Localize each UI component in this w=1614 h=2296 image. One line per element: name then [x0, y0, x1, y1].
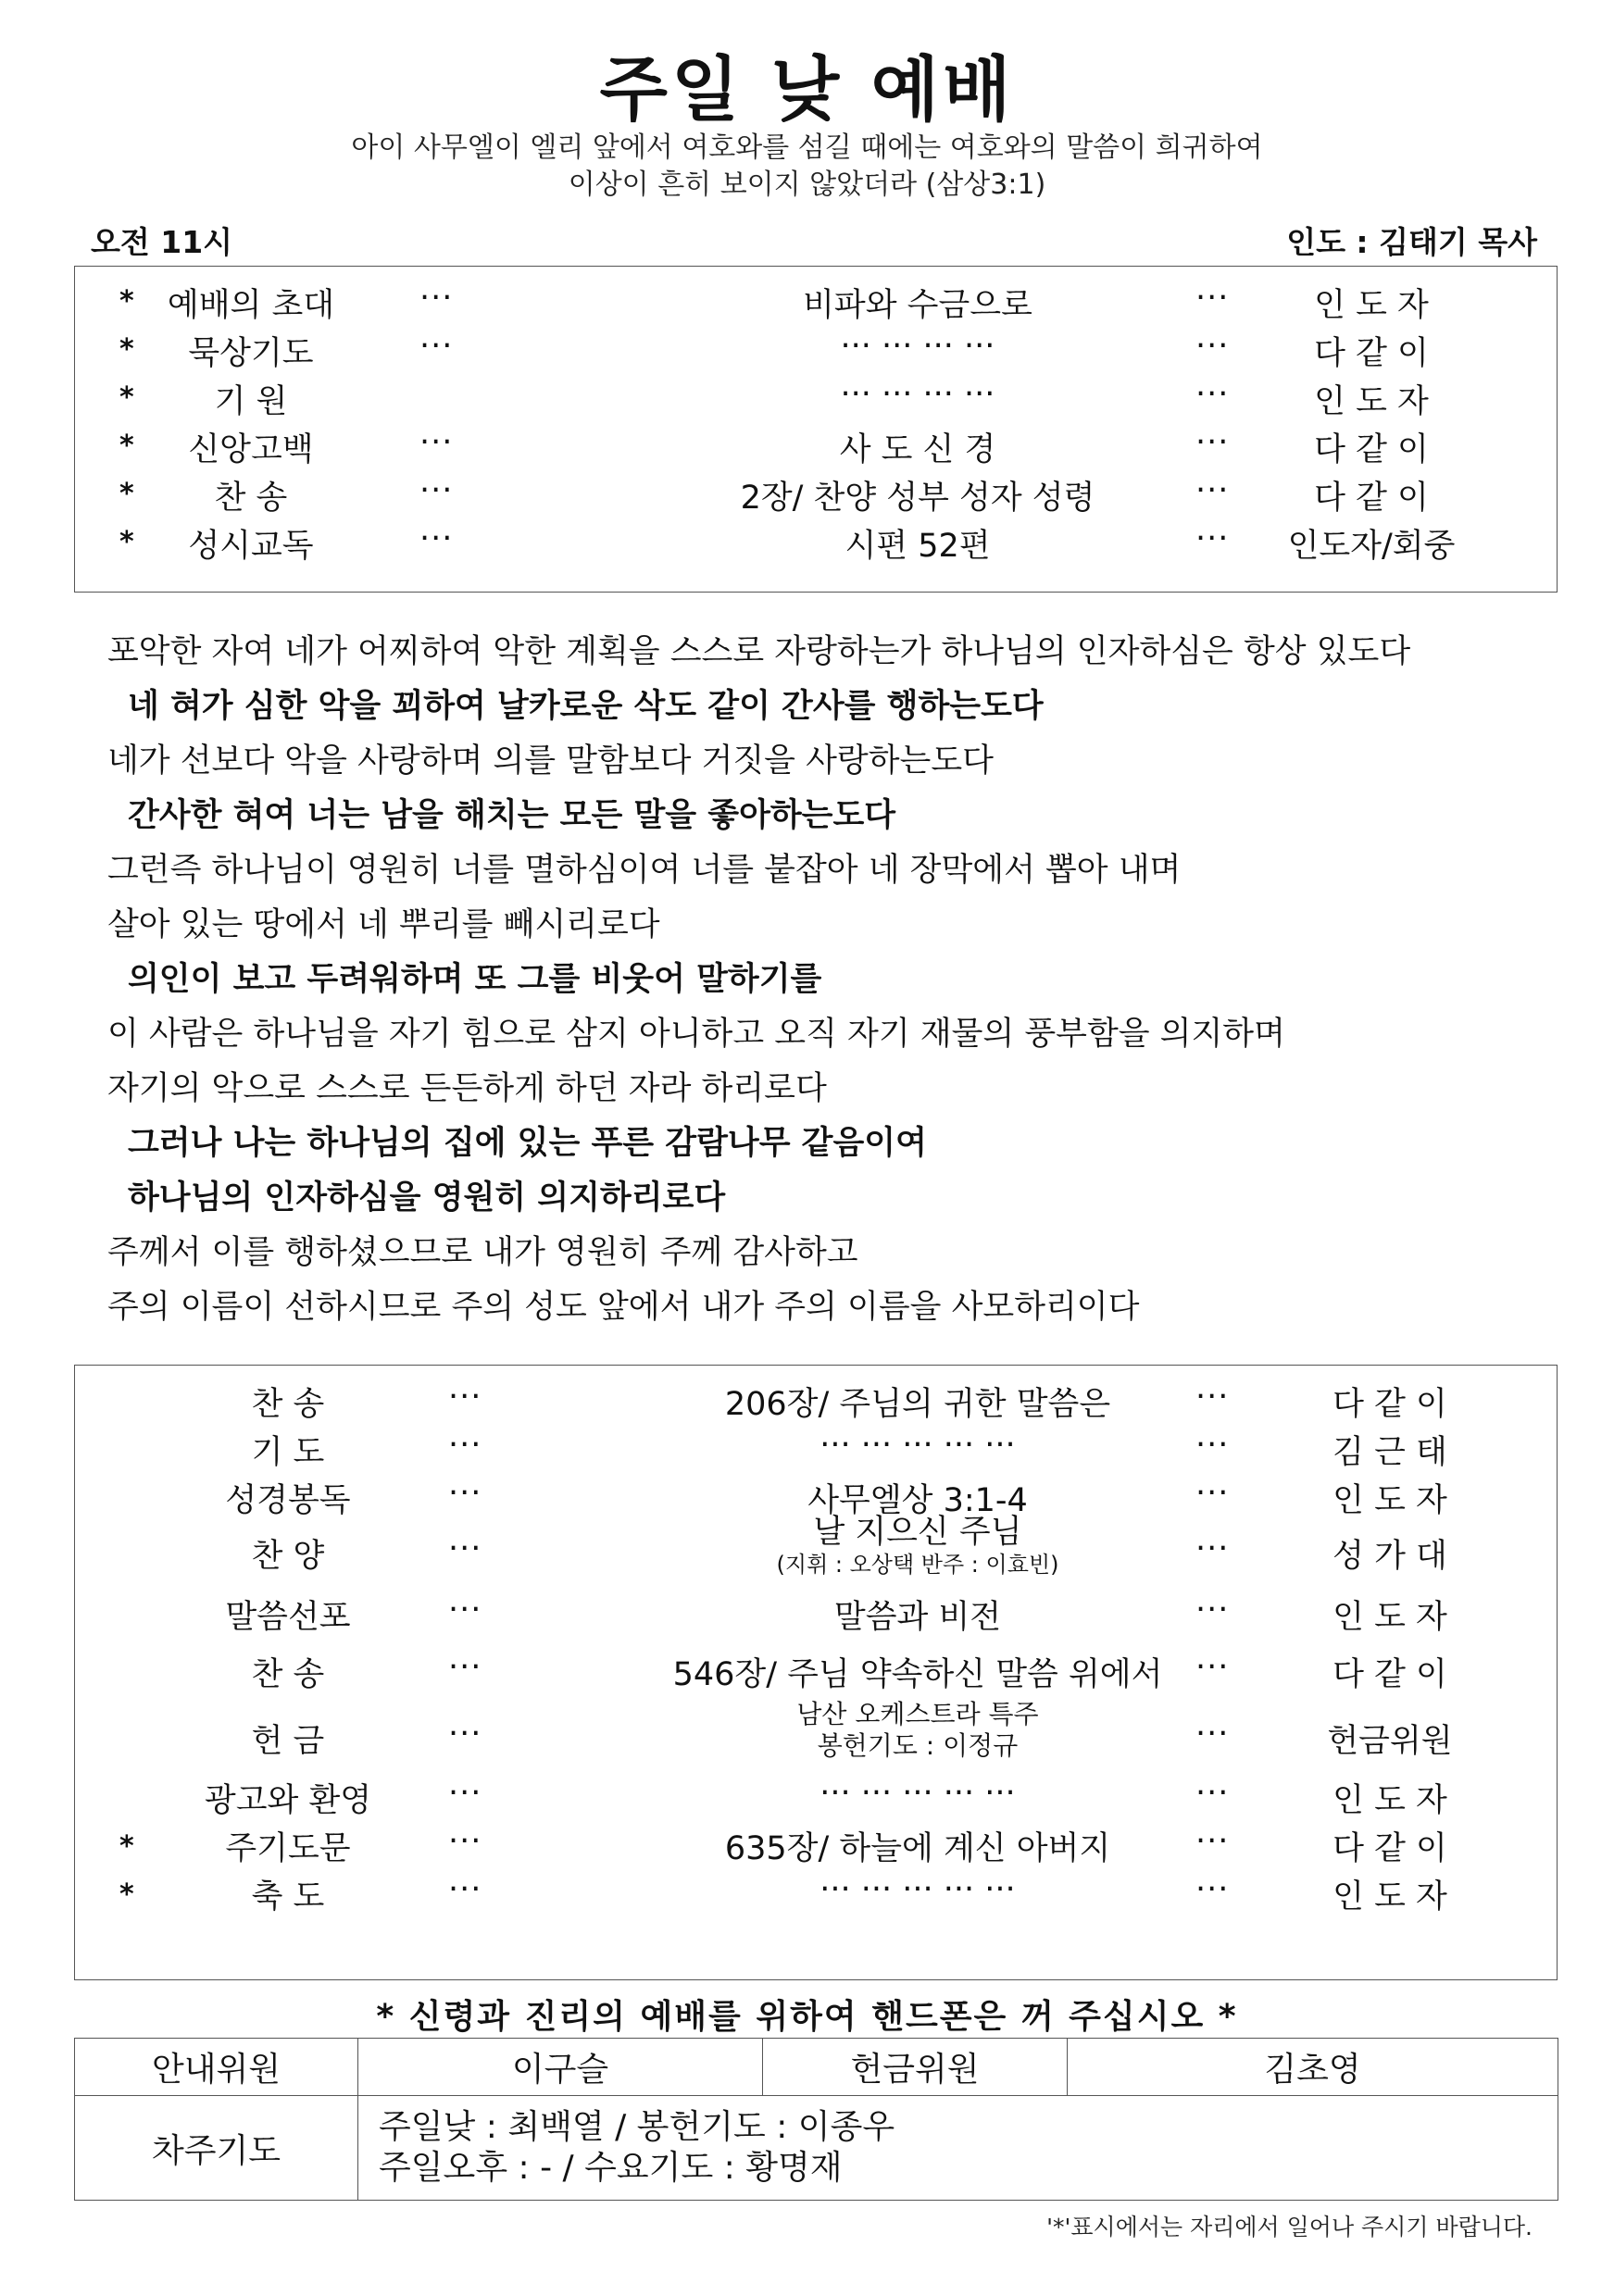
- order-item-content: 206장/ 주님의 귀한 말씀은: [724, 1386, 1111, 1423]
- order-dots: ···: [1195, 1379, 1230, 1416]
- order-row: [75, 1871, 1557, 1915]
- reading-line: 네 혀가 심한 악을 꾀하여 날카로운 삭도 같이 간사를 행하는도다: [128, 688, 1044, 725]
- order-dots: ···: [1195, 280, 1230, 317]
- standing-star: *: [119, 430, 134, 462]
- order-item-person: 김 근 태: [1332, 1434, 1447, 1471]
- order-item-content: 날 지으신 주님: [813, 1514, 1022, 1551]
- standing-star: *: [119, 333, 134, 366]
- order-item-name: 기 원: [214, 383, 288, 420]
- order-dots: ···: [1195, 1823, 1230, 1860]
- reading-line: 의인이 보고 두려워하며 또 그를 비웃어 말하기를: [128, 961, 822, 998]
- order-dots: ···: [1195, 1530, 1230, 1567]
- order-dots: ···: [1195, 1871, 1230, 1908]
- order-item-subtext: (지휘 : 오상택 반주 : 이효빈): [776, 1552, 1059, 1578]
- standing-note: '*'표시에서는 자리에서 일어나 주시기 바랍니다.: [1046, 2214, 1533, 2240]
- order-dots: ···: [448, 1775, 482, 1812]
- order-item-person: 헌금위원: [1327, 1723, 1453, 1760]
- reading-line: 하나님의 인자하심을 영원히 의지하리로다: [128, 1179, 726, 1217]
- standing-star: *: [119, 1878, 134, 1911]
- order-item-name: 묵상기도: [188, 335, 314, 372]
- page-title: 주일 낮 예배: [599, 48, 1015, 131]
- order-dots: ···: [448, 1530, 482, 1567]
- order-row: [75, 280, 1557, 324]
- order-item-name: 신앙고백: [188, 431, 314, 468]
- order-dots: ···: [1195, 1716, 1230, 1753]
- order-row: [75, 1514, 1557, 1582]
- order-dots: ···: [448, 1591, 482, 1628]
- verse-line-1: 아이 사무엘이 엘리 앞에서 여호와를 섬길 때에는 여호와의 말씀이 희귀하여: [351, 131, 1263, 164]
- order-dots: ···: [1195, 424, 1230, 461]
- order-dots: ···: [1195, 328, 1230, 365]
- order-item-name: 주기도문: [225, 1830, 351, 1867]
- order-dots: ···: [419, 472, 454, 509]
- service-leader: 인도 : 김태기 목사: [1286, 224, 1537, 260]
- reading-line: 주의 이름이 선하시므로 주의 성도 앞에서 내가 주의 이름을 사모하리이다: [107, 1289, 1140, 1326]
- reading-line: 간사한 혀여 너는 남을 해치는 모든 말을 좋아하는도다: [128, 797, 896, 834]
- order-item-person: 다 같 이: [1314, 480, 1429, 517]
- order-dots: ···: [448, 1716, 482, 1753]
- verse-line-2: 이상이 흔히 보이지 않았더라 (삼상3:1): [568, 168, 1046, 201]
- order-item-content: 말씀과 비전: [833, 1599, 1002, 1636]
- order-row: [75, 1775, 1557, 1819]
- order-dots: ···: [1195, 376, 1230, 413]
- order-item-name: 찬 송: [251, 1386, 325, 1423]
- order-row: [75, 520, 1557, 565]
- offering-name: 김초영: [1068, 2039, 1558, 2096]
- order-item-person: 다 같 이: [1314, 431, 1429, 468]
- order-item-person: 인도자/회중: [1287, 528, 1456, 565]
- reading-line: 네가 선보다 악을 사랑하며 의를 말함보다 거짓을 사랑하는도다: [107, 742, 994, 780]
- worship-order-box-2: [74, 1365, 1558, 1980]
- standing-star: *: [119, 285, 134, 318]
- reading-line: 이 사람은 하나님을 자기 힘으로 삼지 아니하고 오직 자기 재물의 풍부함을 의지하며: [107, 1016, 1285, 1053]
- standing-star: *: [119, 478, 134, 510]
- service-time: 오전 11시: [91, 224, 233, 260]
- order-item-name: 헌 금: [251, 1723, 325, 1760]
- order-dots: ···: [448, 1649, 482, 1686]
- order-dots: ···: [448, 1871, 482, 1908]
- order-row: [75, 1427, 1557, 1471]
- order-item-person: 인 도 자: [1314, 383, 1429, 420]
- order-item-name: 기 도: [251, 1434, 325, 1471]
- order-item-name: 찬 송: [251, 1656, 325, 1693]
- order-item-person: 인 도 자: [1332, 1782, 1447, 1819]
- order-dots: ···: [1195, 472, 1230, 509]
- order-dots: ···: [1195, 1591, 1230, 1628]
- order-item-name: 성경봉독: [225, 1482, 351, 1519]
- order-dots: ···: [1195, 1775, 1230, 1812]
- order-item-person: 인 도 자: [1332, 1599, 1447, 1636]
- order-item-person: 인 도 자: [1332, 1482, 1447, 1519]
- standing-star: *: [119, 381, 134, 414]
- order-item-person: 다 같 이: [1332, 1656, 1447, 1693]
- phone-notice: * 신령과 진리의 예배를 위하여 핸드폰은 꺼 주십시오 *: [376, 1998, 1238, 2036]
- order-item-content: ··· ··· ··· ··· ···: [820, 1427, 1016, 1464]
- order-item-person: 성 가 대: [1332, 1538, 1447, 1575]
- reading-line: 주께서 이를 행하셨으므로 내가 영원히 주께 감사하고: [107, 1234, 858, 1271]
- reading-line: 포악한 자여 네가 어찌하여 악한 계획을 스스로 자랑하는가 하나님의 인자하심은 항상 있도다: [107, 633, 1411, 670]
- order-item-content: ··· ··· ··· ···: [840, 328, 995, 365]
- order-row: [75, 1823, 1557, 1867]
- prayer-line-2: 주일오후 : - / 수요기도 : 황명재: [379, 2149, 843, 2187]
- order-row: [75, 376, 1557, 420]
- order-item-content: 남산 오케스트라 특주: [796, 1699, 1039, 1729]
- order-row: [75, 1475, 1557, 1519]
- worship-order-box-1: [74, 266, 1558, 593]
- order-item-content: 비파와 수금으로: [803, 287, 1032, 324]
- order-item-name: 찬 양: [251, 1538, 325, 1575]
- order-item-person: 다 같 이: [1314, 335, 1429, 372]
- order-item-name: 성시교독: [188, 528, 314, 565]
- order-item-name: 예배의 초대: [167, 287, 335, 324]
- next-prayer-label: 차주기도: [75, 2096, 358, 2201]
- order-item-subtext: 봉헌기도 : 이정규: [817, 1730, 1019, 1761]
- standing-star: *: [119, 526, 134, 558]
- order-row: [75, 472, 1557, 517]
- order-row: [75, 1591, 1557, 1636]
- order-item-content: ··· ··· ··· ··· ···: [820, 1871, 1016, 1908]
- order-row: [75, 1379, 1557, 1423]
- reading-line: 자기의 악으로 스스로 든든하게 하던 자라 하리로다: [107, 1070, 827, 1107]
- order-item-person: 다 같 이: [1332, 1386, 1447, 1423]
- volunteer-table: [74, 2038, 1558, 2201]
- prayer-line-1: 주일낮 : 최백열 / 봉헌기도 : 이종우: [379, 2108, 895, 2146]
- reading-line: 그러나 나는 하나님의 집에 있는 푸른 감람나무 같음이여: [128, 1125, 927, 1162]
- order-dots: ···: [419, 328, 454, 365]
- order-item-name: 광고와 환영: [204, 1782, 372, 1819]
- order-dots: ···: [1195, 1475, 1230, 1512]
- order-dots: ···: [448, 1823, 482, 1860]
- order-row: [75, 1649, 1557, 1693]
- order-dots: ···: [419, 520, 454, 557]
- order-dots: ···: [448, 1379, 482, 1416]
- next-prayer-assignments: [358, 2096, 1558, 2201]
- order-dots: ···: [448, 1475, 482, 1512]
- standing-star: *: [119, 1830, 134, 1863]
- order-dots: ···: [419, 424, 454, 461]
- order-item-content-group: [557, 1514, 1279, 1578]
- order-item-content: 635장/ 하늘에 계신 아버지: [724, 1830, 1111, 1867]
- order-item-content: 2장/ 찬양 성부 성자 성령: [740, 480, 1095, 517]
- order-item-content: ··· ··· ··· ···: [840, 376, 995, 413]
- order-item-content: 시편 52편: [845, 528, 991, 565]
- order-dots: ···: [448, 1427, 482, 1464]
- order-item-content: 546장/ 주님 약속하신 말씀 위에서: [672, 1656, 1163, 1693]
- order-item-name: 말씀선포: [225, 1599, 351, 1636]
- reading-line: 그런즉 하나님이 영원히 너를 멸하심이여 너를 붙잡아 네 장막에서 뽑아 내며: [107, 852, 1182, 889]
- order-dots: ···: [419, 280, 454, 317]
- usher-name: 이구슬: [358, 2039, 763, 2096]
- order-item-content-group: [557, 1699, 1279, 1762]
- order-row: [75, 328, 1557, 372]
- order-dots: ···: [1195, 1649, 1230, 1686]
- reading-line: 살아 있는 땅에서 네 뿌리를 빼시리로다: [107, 906, 660, 943]
- order-item-person: 다 같 이: [1332, 1830, 1447, 1867]
- order-item-name: 찬 송: [214, 480, 288, 517]
- order-item-person: 인 도 자: [1314, 287, 1429, 324]
- offering-label: 헌금위원: [763, 2039, 1068, 2096]
- order-row: [75, 424, 1557, 468]
- usher-label: 안내위원: [75, 2039, 358, 2096]
- order-item-content: 사 도 신 경: [839, 431, 996, 468]
- order-item-content: 사무엘상 3:1-4: [807, 1482, 1028, 1519]
- order-dots: ···: [1195, 520, 1230, 557]
- order-row: [75, 1699, 1557, 1767]
- order-item-name: 축 도: [251, 1878, 325, 1915]
- order-item-person: 인 도 자: [1332, 1878, 1447, 1915]
- order-item-content: ··· ··· ··· ··· ···: [820, 1775, 1016, 1812]
- order-dots: ···: [1195, 1427, 1230, 1464]
